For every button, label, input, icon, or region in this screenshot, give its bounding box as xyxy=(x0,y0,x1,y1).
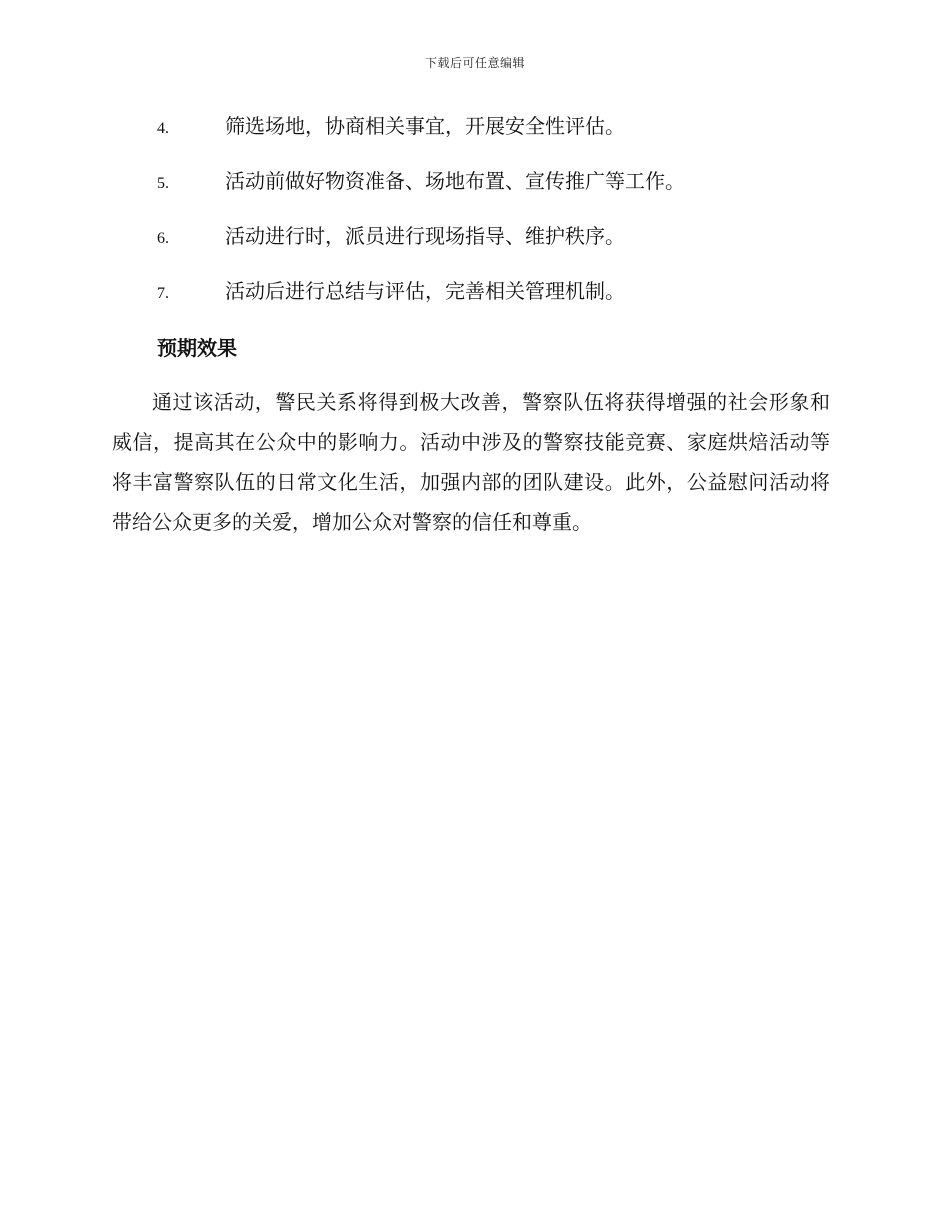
step-text: 活动后进行总结与评估，完善相关管理机制。 xyxy=(225,279,625,303)
list-item xyxy=(157,110,857,165)
step-text: 活动进行时，派员进行现场指导、维护秩序。 xyxy=(225,224,625,248)
header-note: 下载后可任意编辑 xyxy=(424,56,525,70)
step-number: 5. xyxy=(157,175,169,192)
step-number: 7. xyxy=(157,285,169,302)
step-text: 活动前做好物资准备、场地布置、宣传推广等工作。 xyxy=(225,169,685,193)
section-title: 预期效果 xyxy=(157,336,237,360)
list-item xyxy=(157,275,857,330)
body-paragraph: 通过该活动，警民关系将得到极大改善，警察队伍将获得增强的社会形象和威信，提高其在公众中的影响力。活动中涉及的警察技能竞赛、家庭烘焙活动等将丰富警察队伍的日常文化生活，加强内部的团队建设。此外，公益慰问活动将带给公众更多的关爱，增加公众对警察的信任和尊重。 xyxy=(112,390,830,534)
list-item xyxy=(157,220,857,275)
steps-list xyxy=(157,110,857,330)
step-text: 筛选场地，协商相关事宜，开展安全性评估。 xyxy=(225,114,625,138)
step-number: 6. xyxy=(157,230,169,247)
step-number: 4. xyxy=(157,120,169,137)
list-item xyxy=(157,165,857,220)
